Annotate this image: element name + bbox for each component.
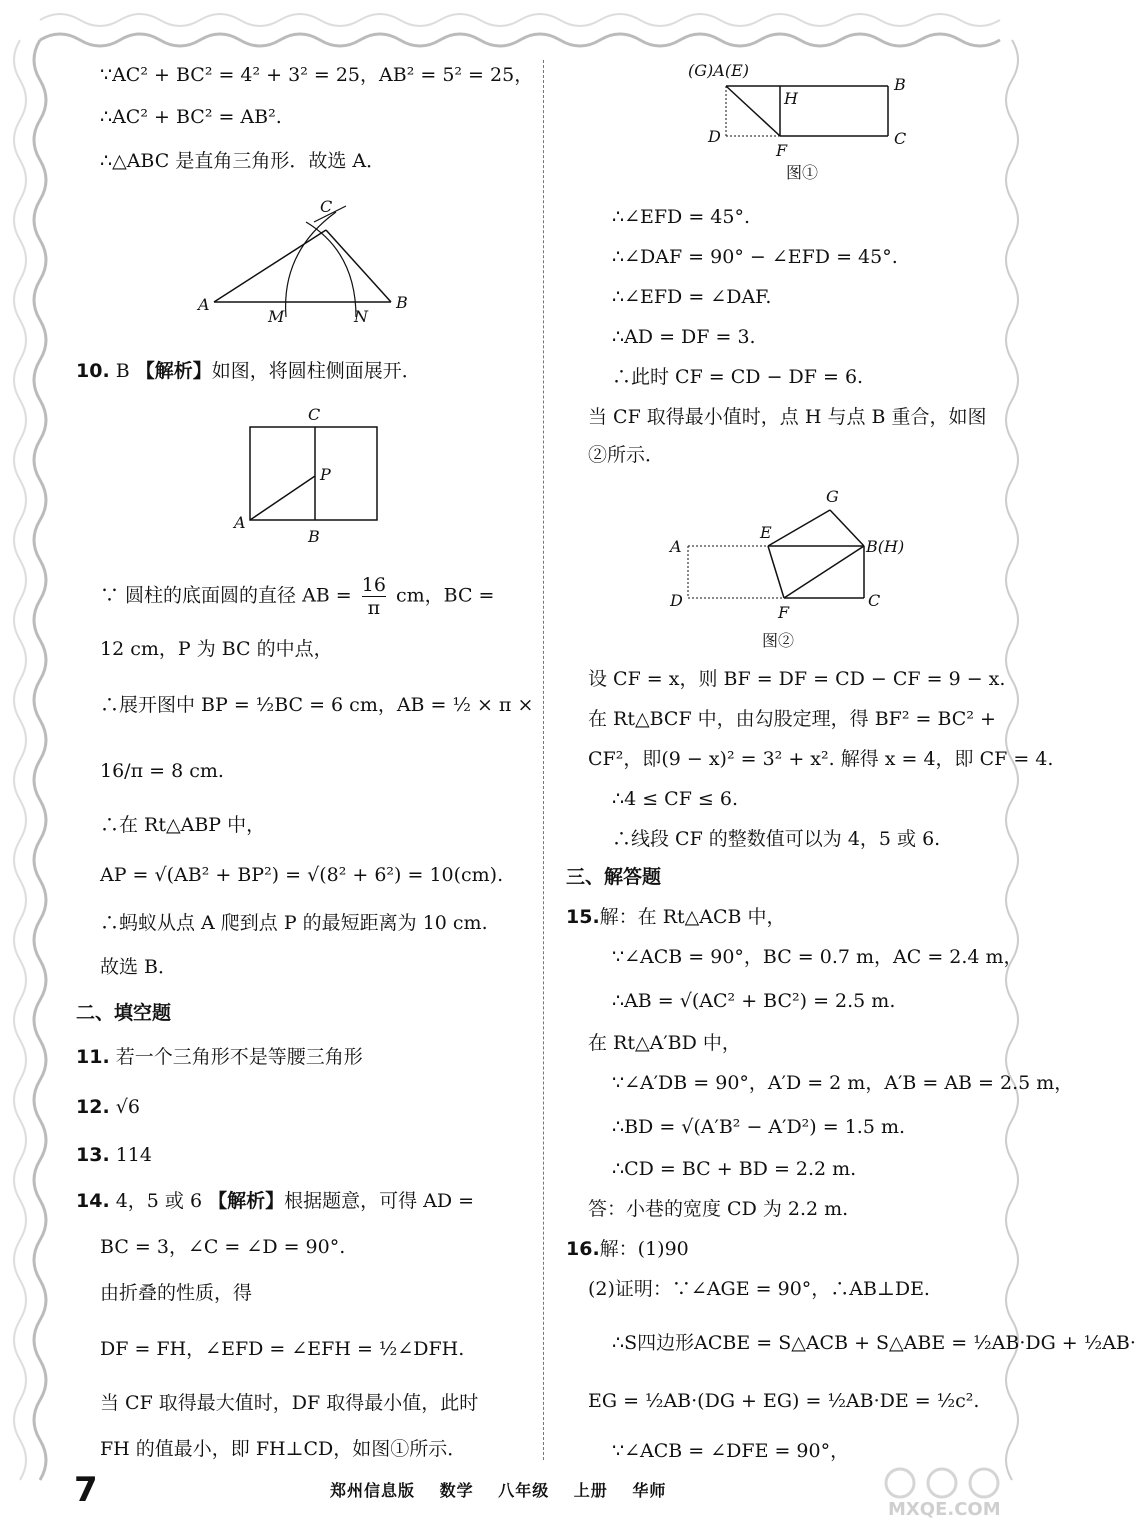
question-11 [76,1044,363,1070]
question-number: 15. [566,906,600,928]
text-line: ∴AC² + BC² = AB². [100,106,282,128]
text-line: ∴此时 CF = CD − DF = 6. [612,366,864,388]
label-g: G [826,487,839,506]
answer: 4，5 或 6 [115,1190,203,1212]
label-h: H [784,89,798,108]
text-segment: ∵ 圆柱的底面圆的直径 AB = [100,584,358,607]
text-line: ②所示． [588,444,665,466]
label-a: A [198,295,210,314]
label-bh: B(H) [866,537,905,556]
figure-2 [658,480,938,656]
book-edition: 郑州信息版 [330,1481,416,1500]
figure-1 [688,56,928,186]
question-10 [76,358,421,384]
question-text: 解：(1)90 [599,1238,689,1260]
question-12 [76,1094,140,1120]
analysis-tag: 【解析】 [208,1190,285,1212]
text-line: ∴AD = DF = 3. [612,326,756,348]
label-gae: (G)A(E) [688,61,749,80]
question-number: 13. [76,1144,110,1166]
text-line: 在 Rt△BCF 中，由勾股定理，得 BF² = BC² + [588,708,996,730]
figure-triangle-abc [186,192,446,332]
text-line: ∴BD = √(A′B² − A′D²) = 1.5 m. [612,1116,906,1138]
label-e: E [760,523,772,542]
label-c: C [894,129,907,148]
text-line: ∵∠ACB = 90°，BC = 0.7 m，AC = 2.4 m， [612,946,1023,968]
answer: 若一个三角形不是等腰三角形 [115,1046,363,1068]
text-line: CF²，即(9 − x)² = 3² + x². 解得 x = 4，即 CF = 4. [588,748,1054,770]
label-a: A [234,513,246,532]
question-number: 11. [76,1046,110,1068]
book-volume: 上册 [573,1481,608,1500]
label-f: F [776,141,788,160]
text-line: FH 的值最小，即 FH⊥CD，如图①所示． [100,1438,467,1460]
section-heading: 三、解答题 [566,866,662,888]
text-line: 16/π = 8 cm. [100,760,224,782]
text-line: 当 CF 取得最小值时，点 H 与点 B 重合，如图 [588,406,987,428]
figure-caption: 图① [786,163,819,182]
text-line: ∴4 ≤ CF ≤ 6. [612,788,739,810]
numerator: 16 [361,574,386,596]
fraction [362,574,386,619]
book-info [330,1478,684,1501]
text-line: AP = √(AB² + BP²) = √(8² + 6²) = 10(cm). [100,864,504,886]
text-line: 故选 B． [100,956,178,978]
answer: 114 [115,1144,152,1166]
question-text: 解：在 Rt△ACB 中， [599,906,786,928]
figure-cylinder-unfold [226,402,396,552]
label-b: B [396,293,408,312]
text-line: ∵∠ACB = ∠DFE = 90°， [612,1440,850,1462]
label-b: B [308,527,320,546]
label-f: F [778,603,790,622]
text-line: 设 CF = x，则 BF = DF = CD − CF = 9 − x. [588,668,1006,690]
text-line: 答：小巷的宽度 CD 为 2.2 m. [588,1198,849,1220]
page-number: 7 [74,1470,98,1510]
text-line: ∴在 Rt△ABP 中， [100,814,266,836]
question-number: 12. [76,1096,110,1118]
text-line: BC = 3，∠C = ∠D = 90°. [100,1236,346,1258]
watermark-logo [880,1465,1020,1525]
label-c: C [308,405,321,424]
text-line [76,574,494,619]
label-n: N [354,307,368,326]
text-line: ∴蚂蚁从点 A 爬到点 P 的最短距离为 10 cm. [100,912,488,934]
text-segment: cm，BC = [389,584,495,607]
label-d: D [708,127,721,146]
denominator: π [367,597,381,619]
label-c: C [320,197,333,216]
question-number: 16. [566,1238,600,1260]
answer: √6 [115,1096,140,1118]
question-16 [566,1236,689,1262]
figure-caption: 图② [762,631,795,650]
text-line: 在 Rt△A′BD 中， [588,1032,741,1054]
text-line: ∴AB = √(AC² + BC²) = 2.5 m. [612,990,896,1012]
question-text: 如图，将圆柱侧面展开． [211,360,421,382]
question-13 [76,1142,152,1168]
label-a: A [670,537,682,556]
question-text: 根据题意，可得 AD = [284,1190,475,1212]
text-line: ∴展开图中 BP = ½BC = 6 cm，AB = ½ × π × [100,694,534,716]
watermark-text: MXQE.COM [888,1499,1001,1520]
label-b: B [894,75,906,94]
watermark-icon [880,1465,1020,1501]
text-line: ∵∠A′DB = 90°，A′D = 2 m，A′B = AB = 2.5 m， [612,1072,1074,1094]
question-15 [566,904,786,930]
label-p: P [320,465,331,484]
text-line: 当 CF 取得最大值时，DF 取得最小值，此时 [100,1392,479,1414]
label-d: D [670,591,683,610]
text-line: DF = FH，∠EFD = ∠EFH = ½∠DFH. [100,1338,465,1360]
text-line: ∴线段 CF 的整数值可以为 4，5 或 6. [612,828,941,850]
section-heading: 二、填空题 [76,1002,172,1024]
question-14 [76,1188,474,1214]
text-line: 12 cm，P 为 BC 的中点， [100,638,333,660]
analysis-tag: 【解析】 [135,360,212,382]
column-divider [543,60,544,1460]
book-grade: 八年级 [498,1481,550,1500]
text-line: 由折叠的性质，得 [100,1282,253,1304]
label-c: C [868,591,881,610]
text-line: ∴∠EFD = 45°. [612,206,751,228]
text-line: ∴∠EFD = ∠DAF. [612,286,772,308]
text-line: EG = ½AB·(DG + EG) = ½AB·DE = ½c². [588,1390,980,1412]
label-m: M [268,307,285,326]
answer: B [115,360,130,382]
book-subject: 数学 [439,1481,474,1500]
question-number: 14. [76,1190,110,1212]
text-line: ∴∠DAF = 90° − ∠EFD = 45°. [612,246,898,268]
text-line: ∴S四边形ACBE = S△ACB + S△ABE = ½AB·DG + ½AB· [612,1332,1136,1354]
question-number: 10. [76,360,110,382]
text-line: ∴△ABC 是直角三角形．故选 A． [100,150,386,172]
text-line: ∴CD = BC + BD = 2.2 m. [612,1158,857,1180]
text-line: (2)证明：∵∠AGE = 90°，∴AB⊥DE. [588,1278,930,1300]
text-line: ∵AC² + BC² = 4² + 3² = 25，AB² = 5² = 25， [100,64,534,86]
book-publisher: 华师 [632,1481,667,1500]
